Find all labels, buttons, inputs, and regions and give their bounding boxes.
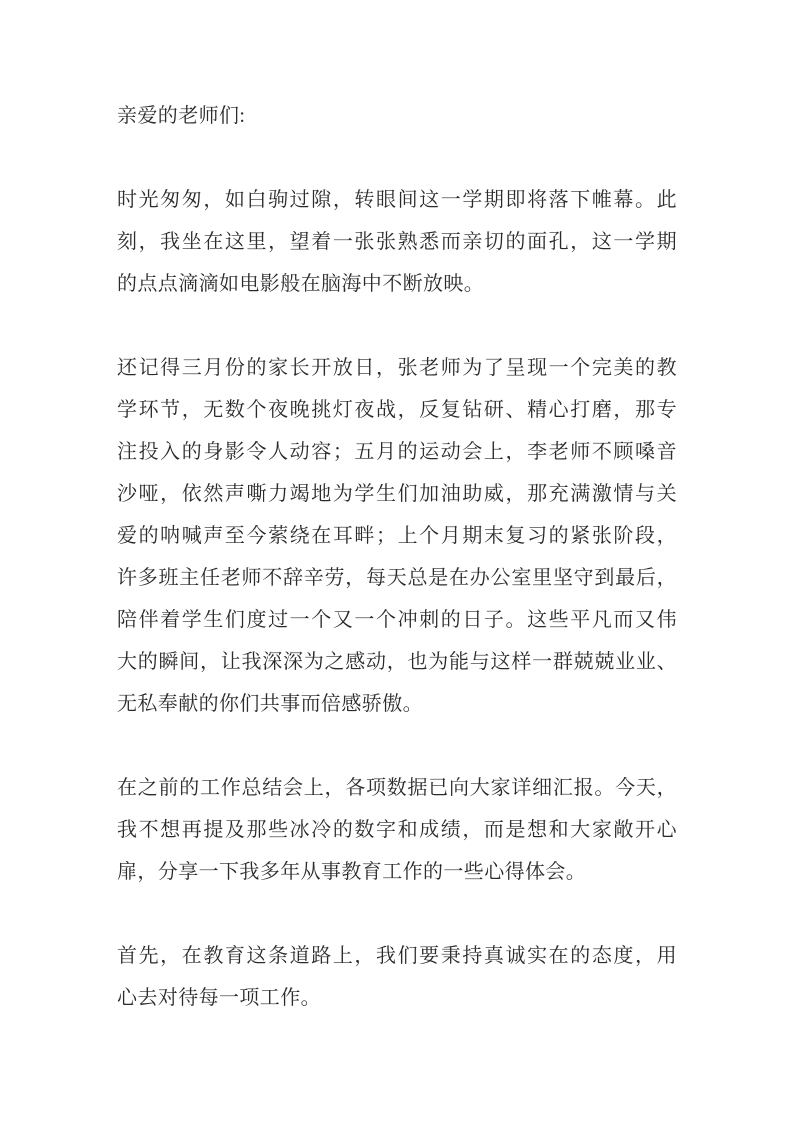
paragraph [117,767,677,893]
text-line: 时光匆匆，如白驹过隙，转眼间这一学期即将落下帷幕。此 [117,189,677,211]
paragraph [117,347,677,725]
text-line: 学环节，无数个夜晚挑灯夜战，反复钻研、精心打磨，那专 [117,399,677,421]
text-line: 沙哑，依然声嘶力竭地为学生们加油助威，那充满激情与关 [117,483,677,505]
text-line: 无私奉献的你们共事而倍感骄傲。 [117,693,423,715]
document-body [117,95,677,1019]
text-line: 刻，我坐在这里，望着一张张熟悉而亲切的面孔，这一学期 [117,231,677,253]
text-line: 亲爱的老师们: [117,105,246,127]
text-line: 首先，在教育这条道路上，我们要秉持真诚实在的态度，用 [117,945,677,967]
text-line: 的点点滴滴如电影般在脑海中不断放映。 [117,273,485,295]
text-line: 还记得三月份的家长开放日，张老师为了呈现一个完美的教 [117,357,677,379]
text-line: 爱的呐喊声至今萦绕在耳畔；上个月期末复习的紧张阶段， [117,525,677,547]
salutation-paragraph [117,95,677,137]
text-line: 心去对待每一项工作。 [117,987,321,1009]
text-line: 陪伴着学生们度过一个又一个冲刺的日子。这些平凡而又伟 [117,609,677,631]
text-line: 我不想再提及那些冰冷的数字和成绩，而是想和大家敞开心 [117,819,677,841]
text-line: 扉，分享一下我多年从事教育工作的一些心得体会。 [117,861,587,883]
text-line: 在之前的工作总结会上，各项数据已向大家详细汇报。今天， [117,777,677,799]
text-line: 许多班主任老师不辞辛劳，每天总是在办公室里坚守到最后， [117,567,677,589]
paragraph [117,179,677,305]
paragraph [117,935,677,1019]
text-line: 注投入的身影令人动容；五月的运动会上，李老师不顾嗓音 [117,441,677,463]
text-line: 大的瞬间，让我深深为之感动，也为能与这样一群兢兢业业、 [117,651,677,673]
